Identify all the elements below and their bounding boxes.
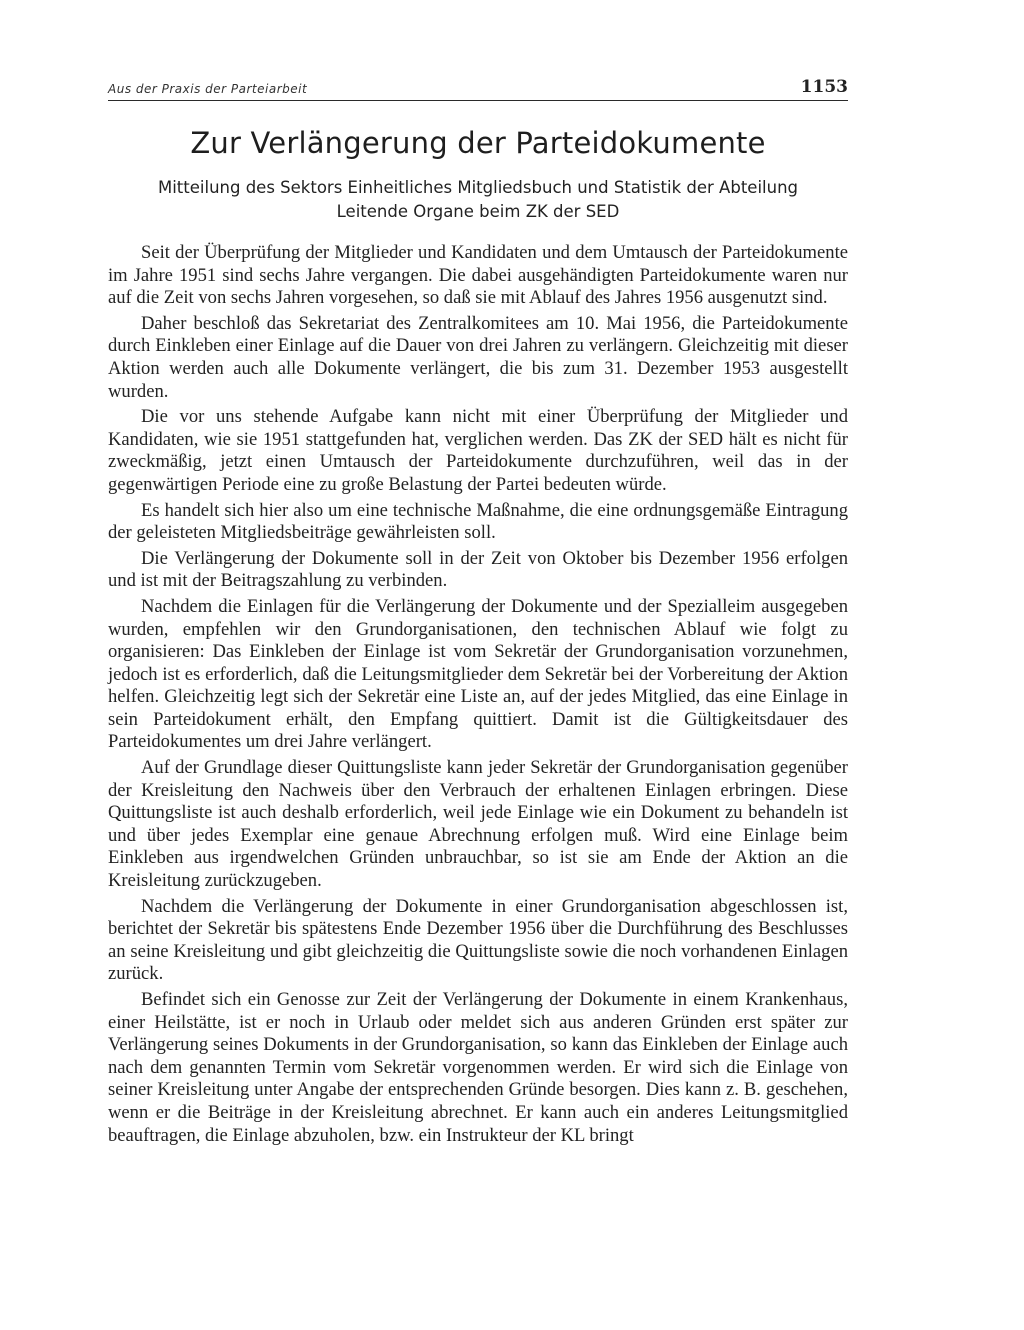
paragraph-4: Es handelt sich hier also um eine technische Maßnahme, die eine ordnungsgemäße Eintragung der geleisteten Mitgliedsbeiträge gewährleisten soll. xyxy=(108,499,848,544)
paragraph-5: Die Verlängerung der Dokumente soll in der Zeit von Oktober bis Dezember 1956 erfolgen und ist mit der Beitragszahlung zu verbinden. xyxy=(108,547,848,592)
subtitle-line-2: Leitende Organe beim ZK der SED xyxy=(336,202,620,221)
article-subtitle xyxy=(108,176,848,224)
paragraph-2: Daher beschloß das Sekretariat des Zentralkomitees am 10. Mai 1956, die Parteidokumente durch Einkleben einer Einlage auf die Dauer von drei Jahren zu verlängern. Gleichzeitig mit dieser Aktion werden auch alle Dokumente verlängert, die bis zum 31. Dezember 1953 ausgestellt wurden. xyxy=(108,312,848,402)
page-number: 1153 xyxy=(800,77,848,97)
paragraph-6: Nachdem die Einlagen für die Verlängerung der Dokumente und der Spezialleim ausgegeben wurden, empfehlen wir den Grundorganisationen, den technischen Ablauf wie folgt zu organisieren: Das Einkleben der Einlage ist vom Sekretär der Grundorganisation vorzunehmen, jedoch ist es erforderlich, daß die Leitungsmitglieder dem Sekretär bei der Vorbereitung der Aktion helfen. Gleichzeitig legt sich der Sekretär eine Liste an, auf der jedes Mitglied, das eine Einlage in sein Parteidokument erhält, den Empfang quittiert. Damit ist die Gültigkeitsdauer des Parteidokumentes um drei Jahre verlängert. xyxy=(108,595,848,753)
paragraph-8: Nachdem die Verlängerung der Dokumente in einer Grundorganisation abgeschlossen ist, berichtet der Sekretär bis spätestens Ende Dezember 1956 über die Durchführung des Beschlusses an seine Kreisleitung und gibt gleichzeitig die Quittungsliste sowie die noch vorhandenen Einlagen zurück. xyxy=(108,895,848,985)
section-label: Aus der Praxis der Parteiarbeit xyxy=(108,82,308,96)
article-title: Zur Verlängerung der Parteidokumente xyxy=(190,126,766,160)
article-body xyxy=(108,242,848,1150)
paragraph-1: Seit der Überprüfung der Mitglieder und Kandidaten und dem Umtausch der Parteidokumente im Jahre 1951 sind sechs Jahre vergangen. Die dabei ausgehändigten Parteidokumente waren nur auf die Zeit von sechs Jahren vorgesehen, so daß sie mit Ablauf des Jahres 1956 ausgenutzt sind. xyxy=(108,242,848,309)
paragraph-3: Die vor uns stehende Aufgabe kann nicht mit einer Überprüfung der Mitglieder und Kandidaten, wie sie 1951 stattgefunden hat, verglichen werden. Das ZK der SED hält es nicht für zweckmäßig, jetzt einen Umtausch der Parteidokumente durchzuführen, weil das in der gegenwärtigen Periode eine zu große Belastung der Partei bedeuten würde. xyxy=(108,406,848,495)
paragraph-9: Befindet sich ein Genosse zur Zeit der Verlängerung der Dokumente in einem Krankenhaus, einer Heilstätte, ist er noch in Urlaub oder meldet sich aus anderen Gründen erst später zur Verlängerung seines Dokuments in der Grundorganisation, so kann das Einkleben der Einlage auch nach dem genannten Termin vom Sekretär vorgenommen werden. Er wird sich die Einlage von seiner Kreisleitung unter Angabe der entsprechenden Gründe besorgen. Dies kann z. B. geschehen, wenn er die Beiträge in der Kreisleitung abrechnet. Er kann auch ein anderes Leitungsmitglied beauftragen, die Einlage abzuholen, bzw. ein Instrukteur der KL bringt xyxy=(108,989,848,1146)
paragraph-7: Auf der Grundlage dieser Quittungsliste kann jeder Sekretär der Grundorganisation gegenüber der Kreisleitung den Nachweis über den Verbrauch der erhaltenen Einlagen erbringen. Diese Quittungsliste ist auch deshalb erforderlich, weil jede Einlage wie ein Dokument zu behandeln ist und über jedes Exemplar eine genaue Abrechnung erfolgen muß. Wird eine Einlage beim Einkleben aus irgendwelchen Gründen unbrauchbar, so ist sie am Ende der Aktion an die Kreisleitung zurückzugeben. xyxy=(108,757,848,892)
subtitle-line-1: Mitteilung des Sektors Einheitliches Mitgliedsbuch und Statistik der Abteilung xyxy=(157,178,798,197)
running-header xyxy=(108,74,848,101)
